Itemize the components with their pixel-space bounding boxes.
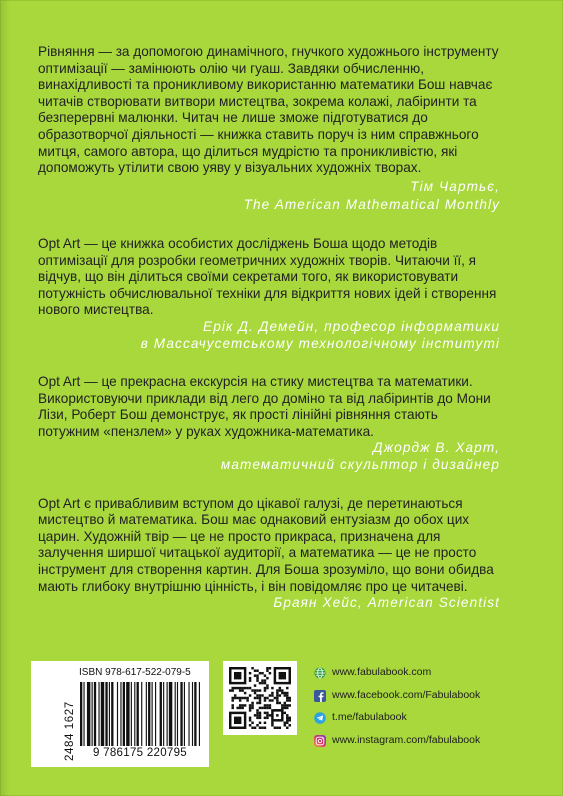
- qr-module: [236, 707, 238, 709]
- qr-module: [256, 724, 258, 726]
- qr-module: [264, 679, 266, 681]
- qr-module: [256, 714, 258, 716]
- qr-module: [279, 727, 281, 729]
- qr-module: [259, 707, 261, 709]
- qr-module: [259, 699, 261, 701]
- qr-module: [286, 699, 288, 701]
- qr-module: [231, 704, 233, 706]
- qr-module: [231, 687, 233, 689]
- qr-module: [254, 727, 256, 729]
- publisher-links: [314, 664, 554, 754]
- qr-module: [279, 689, 281, 691]
- qr-module: [241, 689, 243, 691]
- qr-module: [234, 697, 236, 699]
- qr-module: [249, 709, 251, 711]
- qr-module: [284, 712, 286, 714]
- barcode-bar: [184, 682, 185, 746]
- link-text: www.instagram.com/fabulabook: [332, 733, 481, 746]
- qr-module: [249, 717, 251, 719]
- barcode-bar: [146, 682, 147, 746]
- barcode-bar: [141, 682, 142, 746]
- qr-module: [241, 687, 243, 689]
- qr-module: [271, 687, 273, 689]
- qr-module: [254, 714, 256, 716]
- quote-author: Тім Чартьє,: [410, 178, 500, 194]
- barcode-bar: [123, 682, 125, 746]
- qr-module: [269, 672, 271, 674]
- qr-module: [251, 702, 253, 704]
- globe-icon: [314, 666, 326, 678]
- quote-author: Ерік Д. Демейн, професор інформатики: [203, 318, 500, 334]
- qr-module: [286, 714, 288, 716]
- qr-module: [259, 694, 261, 696]
- qr-module: [286, 717, 288, 719]
- qr-module: [264, 687, 266, 689]
- qr-module: [286, 687, 288, 689]
- qr-module: [286, 727, 288, 729]
- barcode-bar: [83, 682, 84, 746]
- qr-module: [249, 719, 251, 721]
- qr-module: [269, 699, 271, 701]
- qr-module: [234, 717, 241, 724]
- qr-module: [256, 717, 258, 719]
- qr-module: [271, 692, 273, 694]
- barcode-bar: [194, 682, 196, 746]
- qr-module: [259, 727, 261, 729]
- qr-module: [264, 717, 266, 719]
- barcode-bar: [87, 682, 90, 746]
- qr-module: [254, 684, 256, 686]
- qr-module: [274, 727, 276, 729]
- qr-module: [274, 697, 276, 699]
- qr-module: [249, 694, 251, 696]
- qr-module: [286, 719, 288, 721]
- qr-module: [246, 697, 248, 699]
- qr-module: [249, 677, 251, 679]
- qr-module: [261, 707, 263, 709]
- qr-module: [244, 697, 246, 699]
- qr-module: [251, 727, 253, 729]
- qr-module: [279, 702, 281, 704]
- qr-module: [266, 717, 268, 719]
- barcode-bar: [188, 682, 189, 746]
- qr-module: [261, 682, 263, 684]
- qr-module: [266, 687, 268, 689]
- qr-code: [223, 661, 297, 735]
- qr-module: [289, 699, 291, 701]
- barcode-bar: [175, 682, 176, 746]
- quote-source: математичний скульптор і дизайнер: [220, 457, 500, 473]
- isbn-number: ISBN 978-617-522-079-5: [79, 667, 191, 678]
- barcode-bar: [92, 682, 93, 746]
- qr-module: [264, 697, 266, 699]
- qr-module: [264, 689, 266, 691]
- qr-module: [234, 687, 236, 689]
- qr-module: [259, 717, 261, 719]
- qr-module: [229, 689, 231, 691]
- qr-module: [254, 669, 256, 671]
- qr-module: [231, 707, 233, 709]
- spine-shadow: [0, 0, 10, 796]
- barcode-bar: [111, 682, 113, 746]
- qr-module: [289, 717, 291, 719]
- qr-module: [234, 694, 236, 696]
- barcode-bar: [126, 682, 129, 746]
- quote-hayes: [38, 496, 500, 612]
- qr-module: [284, 694, 286, 696]
- qr-module: [261, 672, 263, 674]
- qr-module: [244, 692, 246, 694]
- qr-module: [234, 672, 241, 679]
- barcode-bar: [167, 682, 168, 746]
- qr-module: [256, 669, 258, 671]
- qr-module: [264, 674, 266, 676]
- barcode-bars: [79, 682, 201, 746]
- qr-module: [254, 697, 256, 699]
- qr-module: [251, 667, 253, 669]
- qr-module: [276, 727, 278, 729]
- quote-chartier: [38, 44, 500, 214]
- quote-author: Браян Хейс, American Scientist: [273, 595, 500, 611]
- isbn-barcode: [31, 661, 209, 767]
- qr-module: [266, 677, 268, 679]
- qr-module: [231, 699, 233, 701]
- qr-module: [279, 687, 281, 689]
- qr-module: [289, 704, 291, 706]
- link-website[interactable]: [314, 664, 554, 680]
- qr-module: [286, 704, 288, 706]
- qr-module: [251, 704, 253, 706]
- qr-module: [284, 722, 286, 724]
- qr-module: [256, 694, 258, 696]
- qr-module: [284, 707, 286, 709]
- barcode-bar: [131, 682, 132, 746]
- qr-module: [259, 697, 261, 699]
- barcode-bar: [180, 682, 182, 746]
- qr-module: [266, 712, 268, 714]
- link-facebook[interactable]: [314, 687, 554, 703]
- qr-module: [231, 697, 233, 699]
- qr-module: [266, 697, 268, 699]
- quote-hart: [38, 374, 500, 474]
- qr-module: [264, 722, 266, 724]
- qr-module: [244, 687, 246, 689]
- qr-module: [284, 702, 286, 704]
- qr-module: [276, 702, 278, 704]
- qr-module: [266, 707, 268, 709]
- qr-module: [259, 714, 261, 716]
- qr-module: [284, 692, 286, 694]
- qr-module: [249, 679, 251, 681]
- qr-module: [276, 697, 278, 699]
- qr-module: [239, 704, 241, 706]
- qr-module: [254, 692, 256, 694]
- qr-module: [261, 679, 263, 681]
- barcode-bar: [177, 682, 178, 746]
- qr-module: [266, 667, 268, 669]
- qr-module: [256, 702, 258, 704]
- facebook-icon: [314, 689, 326, 701]
- barcode-bar: [98, 682, 99, 746]
- barcode-bar: [192, 682, 193, 746]
- barcode-bar: [94, 682, 96, 746]
- qr-module: [289, 719, 291, 721]
- qr-module: [269, 707, 271, 709]
- qr-module: [261, 694, 263, 696]
- qr-module: [276, 714, 278, 716]
- qr-module: [251, 689, 253, 691]
- qr-module: [276, 689, 278, 691]
- qr-module: [259, 682, 261, 684]
- qr-module: [249, 672, 251, 674]
- barcode-bar: [169, 682, 172, 746]
- qr-module: [259, 722, 261, 724]
- qr-module: [259, 712, 261, 714]
- quote-text: Рівняння — за допомогою динамічного, гнучкого художнього інструменту оптимізації — замінюють олію чи гуаш. Завдяки обчисленню, винахідливості та проникливому використанню математики Бош навчає читачів створювати витвори мистецтва, зокрема колажі, лабіринти та безперервні малюнки. Читач не лише зможе підготуватися до образотворчої діяльності — книжка ставить поруч із ним справжнього митця, самого автора, що ділиться мудрістю та проникливістю, які допоможуть утілити свою уяву у візуальних художніх творах.: [38, 44, 499, 176]
- qr-module: [286, 692, 288, 694]
- qr-module: [256, 709, 258, 711]
- qr-module: [266, 714, 268, 716]
- qr-module: [249, 687, 251, 689]
- quote-text: Opt Art — це книжка особистих досліджень Боша щодо методів оптимізації для розробки геометричних художніх творів. Читаючи її, я відчув, що він ділиться своїми секретами того, як використовувати потужність обчислювальної техніки для відкриття нових ідей і створення нового мистецтва.: [38, 235, 497, 318]
- qr-module: [244, 704, 246, 706]
- qr-module: [276, 694, 278, 696]
- qr-module: [289, 724, 291, 726]
- qr-module: [286, 694, 288, 696]
- barcode-side-digits: [37, 671, 76, 761]
- qr-module: [256, 679, 258, 681]
- qr-module: [261, 727, 263, 729]
- qr-module: [281, 704, 283, 706]
- qr-module: [239, 707, 241, 709]
- link-instagram[interactable]: [314, 732, 554, 748]
- qr-module: [246, 699, 248, 701]
- barcode-bar: [137, 682, 139, 746]
- link-text: www.facebook.com/Fabulabook: [332, 688, 481, 701]
- qr-module: [281, 707, 283, 709]
- barcode-bar: [105, 682, 107, 746]
- qr-module: [269, 704, 271, 706]
- instagram-icon: [314, 734, 326, 746]
- qr-module: [246, 687, 248, 689]
- qr-module: [259, 672, 261, 674]
- qr-module: [264, 682, 266, 684]
- qr-module: [236, 697, 238, 699]
- quote-source: The American Mathematical Monthly: [243, 197, 500, 213]
- barcode-bar: [160, 682, 162, 746]
- qr-module: [239, 687, 241, 689]
- qr-module: [281, 689, 283, 691]
- qr-module: [279, 672, 286, 679]
- qr-module: [284, 724, 286, 726]
- qr-module: [269, 714, 271, 716]
- quote-text: Opt Art — це прекрасна екскурсія на стику мистецтва та математики. Використовуючи приклади від лего до доміно та від лабіринтів до Мони Лізи, Роберт Бош демонструє, як прості лінійні рівняння стають потужним «пензлем» у руках художника-математика.: [38, 374, 491, 439]
- quote-demaine: [38, 236, 500, 352]
- side-digits-text: 2484 1627: [64, 701, 76, 761]
- qr-module: [236, 687, 238, 689]
- qr-module: [264, 712, 266, 714]
- link-text: www.fabulabook.com: [332, 666, 432, 678]
- qr-module: [281, 692, 283, 694]
- link-telegram[interactable]: [314, 709, 554, 725]
- qr-module: [259, 702, 261, 704]
- qr-module: [251, 707, 253, 709]
- barcode-bar: [134, 682, 135, 746]
- qr-module: [241, 704, 243, 706]
- qr-module: [239, 697, 241, 699]
- qr-code-icon: [229, 667, 291, 729]
- qr-module: [239, 699, 241, 701]
- qr-module: [266, 704, 268, 706]
- qr-module: [269, 694, 271, 696]
- qr-module: [251, 722, 253, 724]
- qr-module: [279, 694, 281, 696]
- qr-module: [271, 722, 273, 724]
- barcode-bar: [148, 682, 150, 746]
- qr-module: [241, 707, 243, 709]
- barcode-bar: [199, 682, 200, 746]
- qr-module: [264, 727, 266, 729]
- quote-text: Opt Art є привабливим вступом до цікавої галузі, де перетинаються мистецтво й математика. Бош має однаковий ентузіазм до обох цих царин. Художній твір — це не просто прикраса, призначена для залучення ширшої читацької аудиторії, а математика — це не просто інструмент для створення картин. Для Боша зрозуміло, що вони обидва мають глибоку внутрішню цінність, і він повідомляє про це читачеві.: [38, 495, 494, 594]
- barcode-bar: [117, 682, 118, 746]
- qr-module: [254, 689, 256, 691]
- qr-module: [256, 677, 258, 679]
- quote-author: Джордж В. Харт,: [373, 440, 500, 456]
- review-quotes: [38, 44, 500, 612]
- qr-module: [231, 689, 233, 691]
- qr-module: [241, 697, 243, 699]
- qr-module: [256, 697, 258, 699]
- qr-module: [239, 689, 241, 691]
- qr-module: [249, 707, 251, 709]
- barcode-bar: [80, 682, 82, 746]
- quote-source: в Массачусетському технологічному інституті: [140, 335, 500, 351]
- qr-module: [271, 699, 273, 701]
- qr-module: [256, 712, 258, 714]
- qr-module: [271, 694, 273, 696]
- qr-module: [271, 724, 273, 726]
- qr-module: [266, 684, 268, 686]
- barcode-bar: [101, 682, 104, 746]
- qr-module: [284, 704, 286, 706]
- qr-module: [256, 689, 258, 691]
- barcode-bar: [152, 682, 153, 746]
- barcode-digits: 9 786175 220795: [92, 747, 188, 759]
- qr-module: [249, 704, 251, 706]
- qr-module: [259, 689, 261, 691]
- qr-module: [256, 674, 258, 676]
- qr-module: [286, 707, 288, 709]
- barcode-bar: [120, 682, 121, 746]
- telegram-icon: [314, 711, 326, 723]
- link-text: t.me/fabulabook: [332, 711, 407, 723]
- qr-module: [276, 692, 278, 694]
- qr-module: [264, 699, 266, 701]
- qr-module: [264, 704, 266, 706]
- qr-module: [269, 667, 271, 669]
- barcode-bar: [155, 682, 156, 746]
- qr-module: [286, 722, 288, 724]
- qr-module: [266, 669, 268, 671]
- barcode-bar: [163, 682, 164, 746]
- qr-module: [286, 697, 288, 699]
- qr-module: [289, 697, 291, 699]
- qr-module: [249, 724, 251, 726]
- qr-module: [254, 674, 256, 676]
- qr-module: [276, 699, 278, 701]
- qr-module: [264, 707, 266, 709]
- barcode-bar: [109, 682, 110, 746]
